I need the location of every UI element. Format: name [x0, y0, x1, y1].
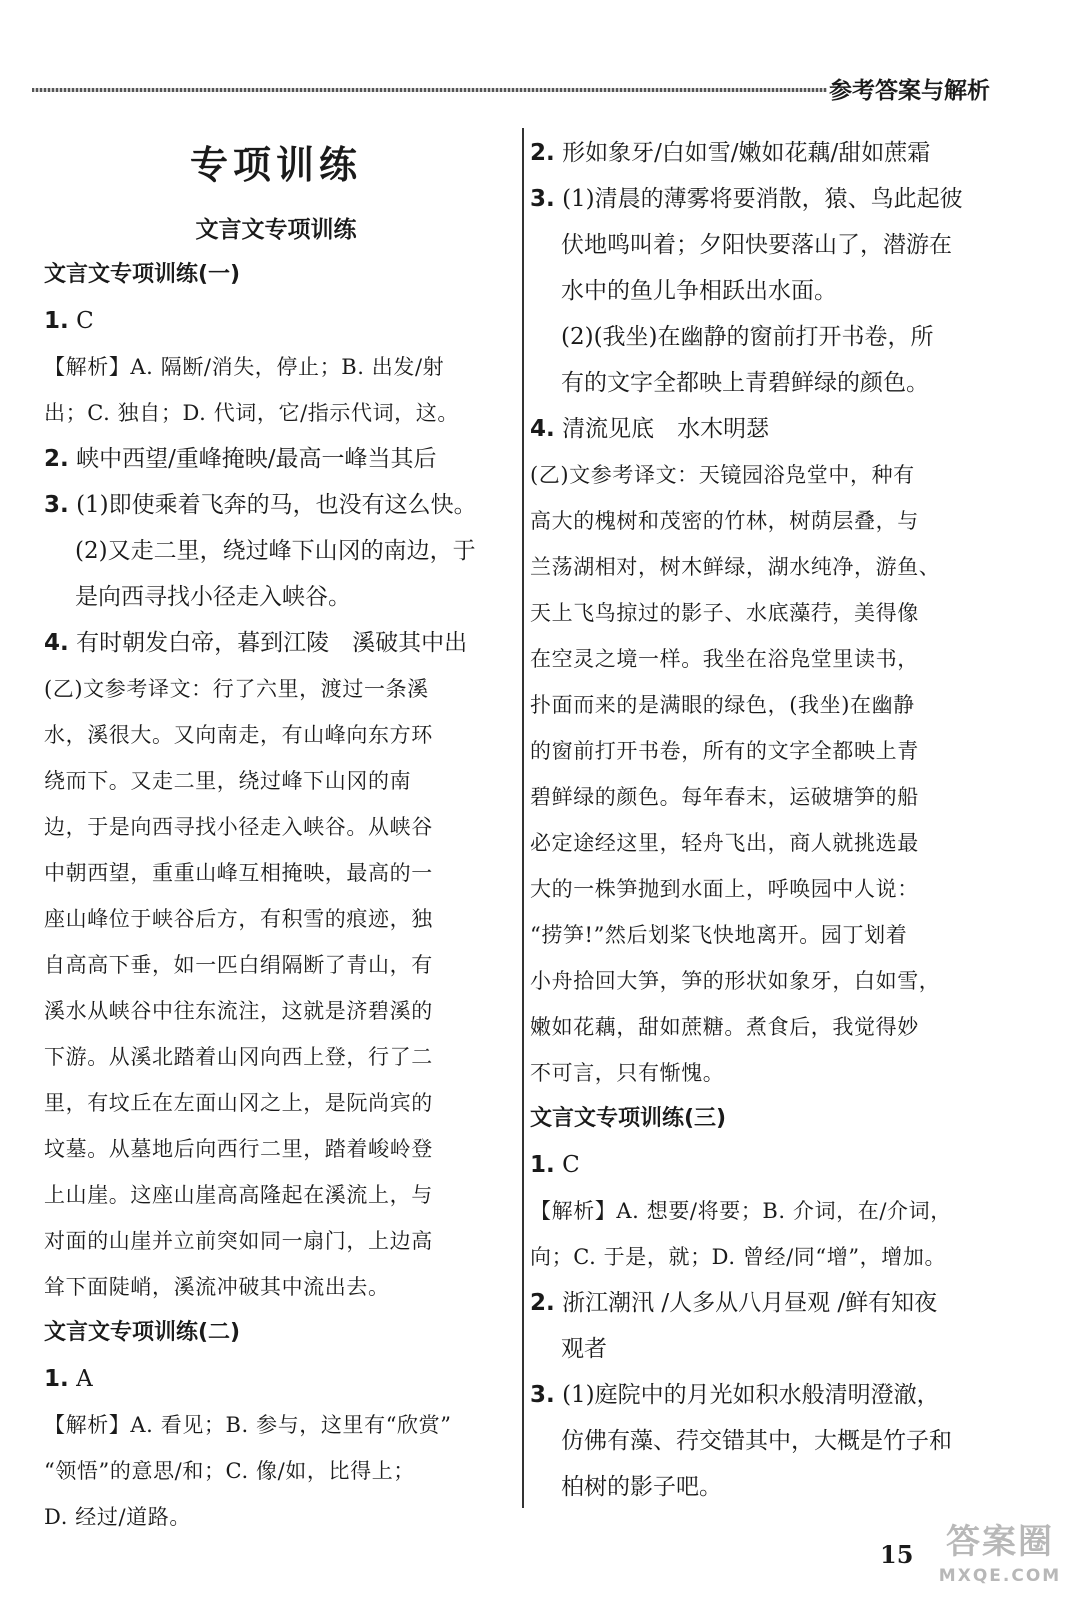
answer-text: 有时朝发白帝，暮到江陵 溪破其中出 — [76, 630, 468, 656]
watermark-domain: MXQE.COM — [938, 1566, 1062, 1586]
translation-line: 在空灵之境一样。我坐在浴凫堂里读书， — [530, 647, 919, 671]
answer-text: (1)庭院中的月光如积水般清明澄澈， — [562, 1382, 940, 1408]
translation-line: 必定途经这里，轻舟飞出，商人就挑选最 — [530, 831, 919, 855]
translation-line: 下游。从溪北踏着山冈向西上登，行了二 — [44, 1045, 433, 1069]
section-title-1: 文言文专项训练(一) — [44, 262, 241, 287]
answer-text: 形如象牙/白如雪/嫩如花藕/甜如蔗霜 — [562, 140, 931, 166]
left-column — [44, 130, 508, 1540]
answer-line: 柏树的影子吧。 — [561, 1474, 722, 1500]
answer-2 — [44, 436, 508, 482]
answer-4 — [44, 620, 508, 666]
header-rule — [32, 88, 827, 92]
answer-number: 2. — [530, 1290, 555, 1316]
translation-line: 中朝西望，重重山峰互相掩映，最高的一 — [44, 861, 433, 885]
translation-line: 绕而下。又走二里，绕过峰下山冈的南 — [44, 769, 412, 793]
answer-4 — [530, 406, 990, 452]
column-divider — [522, 128, 524, 1508]
answer-line: 水中的鱼儿争相跃出水面。 — [561, 278, 837, 304]
answer-number: 4. — [530, 416, 555, 442]
answer-text: C — [76, 308, 94, 334]
answer-number: 2. — [530, 140, 555, 166]
translation-line: 里，有坟丘在左面山冈之上，是阮尚宾的 — [44, 1091, 433, 1115]
right-column — [530, 130, 990, 1510]
translation-line: 高大的槐树和茂密的竹林，树荫层叠，与 — [530, 509, 919, 533]
translation-line: 边，于是向西寻找小径走入峡谷。从峡谷 — [44, 815, 433, 839]
answer-text: 清流见底 水木明瑟 — [562, 416, 770, 442]
translation-line: 嫩如花藕，甜如蔗糖。煮食后，我觉得妙 — [530, 1015, 919, 1039]
answer-number: 1. — [530, 1152, 555, 1178]
page-number: 15 — [880, 1540, 914, 1569]
translation-line: 水，溪很大。又向南走，有山峰向东方环 — [44, 723, 433, 747]
answer-line: 伏地鸣叫着；夕阳快要落山了，潜游在 — [561, 232, 952, 258]
answer-1 — [44, 1356, 508, 1402]
translation-line: 溪水从峡谷中往东流注，这就是济碧溪的 — [44, 999, 433, 1023]
translation-line: “捞笋!”然后划桨飞快地离开。园丁划着 — [530, 923, 908, 947]
page-header-title: 参考答案与解析 — [829, 78, 990, 104]
translation-line: 扑面而来的是满眼的绿色，(我坐)在幽静 — [530, 693, 915, 717]
answer-line: 观者 — [561, 1336, 607, 1362]
translation-line: 不可言，只有惭愧。 — [530, 1061, 725, 1085]
answer-number: 4. — [44, 630, 69, 656]
translation-line: 自高高下垂，如一匹白绢隔断了青山，有 — [44, 953, 433, 977]
section-title-2: 文言文专项训练(二) — [44, 1320, 241, 1345]
answer-number: 3. — [44, 492, 69, 518]
answer-2 — [530, 1280, 990, 1326]
answer-text: 峡中西望/重峰掩映/最高一峰当其后 — [76, 446, 437, 472]
answer-line: 有的文字全都映上青碧鲜绿的颜色。 — [561, 370, 929, 396]
section-title-3: 文言文专项训练(三) — [530, 1106, 727, 1131]
answer-text: A — [76, 1366, 93, 1392]
translation-line: (乙)文参考译文：行了六里，渡过一条溪 — [44, 677, 429, 701]
answer-line: 仿佛有藻、荇交错其中，大概是竹子和 — [561, 1428, 952, 1454]
translation-line: 坟墓。从墓地后向西行二里，踏着峻岭登 — [44, 1137, 433, 1161]
main-title: 专项训练 — [189, 143, 362, 187]
answer-text: (1)即使乘着飞奔的马，也没有这么快。 — [76, 492, 477, 518]
answer-1 — [44, 298, 508, 344]
answer-3 — [44, 482, 508, 528]
answer-line: (2)又走二里，绕过峰下山冈的南边，于 — [75, 538, 476, 564]
answer-3 — [530, 1372, 990, 1418]
answer-number: 1. — [44, 308, 69, 334]
explanation-line: 【解析】A. 隔断/消失，停止；B. 出发/射 — [44, 355, 445, 379]
translation-line: 碧鲜绿的颜色。每年春末，运破塘笋的船 — [530, 785, 919, 809]
translation-line: 座山峰位于峡谷后方，有积雪的痕迹，独 — [44, 907, 433, 931]
watermark-logo — [925, 1520, 1075, 1594]
explanation-line: 【解析】A. 看见；B. 参与，这里有“欣赏” — [44, 1413, 452, 1437]
sub-title: 文言文专项训练 — [195, 217, 357, 243]
answer-3 — [530, 176, 990, 222]
explanation-line: D. 经过/道路。 — [44, 1505, 191, 1529]
answer-text: 浙江潮汛 /人多从八月昼观 /鲜有知夜 — [562, 1290, 938, 1316]
answer-line: 是向西寻找小径走入峡谷。 — [75, 584, 351, 610]
answer-number: 3. — [530, 186, 555, 212]
answer-line: (2)(我坐)在幽静的窗前打开书卷，所 — [561, 324, 934, 350]
explanation-line: 【解析】A. 想要/将要；B. 介词，在/介词， — [530, 1199, 952, 1223]
translation-line: 小舟拾回大笋，笋的形状如象牙，白如雪， — [530, 969, 941, 993]
watermark-logo-text: 答案圈 — [946, 1522, 1054, 1562]
translation-line: 的窗前打开书卷，所有的文字全都映上青 — [530, 739, 919, 763]
translation-line: (乙)文参考译文：天镜园浴凫堂中，种有 — [530, 463, 915, 487]
explanation-line: 出；C. 独自；D. 代词，它/指示代词，这。 — [44, 401, 459, 425]
answer-2 — [530, 130, 990, 176]
answer-number: 2. — [44, 446, 69, 472]
translation-line: 对面的山崖并立前突如同一扇门，上边高 — [44, 1229, 433, 1253]
answer-text: C — [562, 1152, 580, 1178]
translation-line: 大的一株笋抛到水面上，呼唤园中人说： — [530, 877, 919, 901]
explanation-line: 向；C. 于是，就；D. 曾经/同“增”，增加。 — [530, 1245, 947, 1269]
translation-line: 天上飞鸟掠过的影子、水底藻荇，美得像 — [530, 601, 919, 625]
explanation-line: “领悟”的意思/和；C. 像/如，比得上； — [44, 1459, 415, 1483]
answer-1 — [530, 1142, 990, 1188]
translation-line: 兰荡湖相对，树木鲜绿，湖水纯净，游鱼、 — [530, 555, 941, 579]
translation-line: 上山崖。这座山崖高高隆起在溪流上，与 — [44, 1183, 433, 1207]
answer-number: 3. — [530, 1382, 555, 1408]
answer-text: (1)清晨的薄雾将要消散，猿、鸟此起彼 — [562, 186, 963, 212]
translation-line: 耸下面陡峭，溪流冲破其中流出去。 — [44, 1275, 390, 1299]
answer-number: 1. — [44, 1366, 69, 1392]
